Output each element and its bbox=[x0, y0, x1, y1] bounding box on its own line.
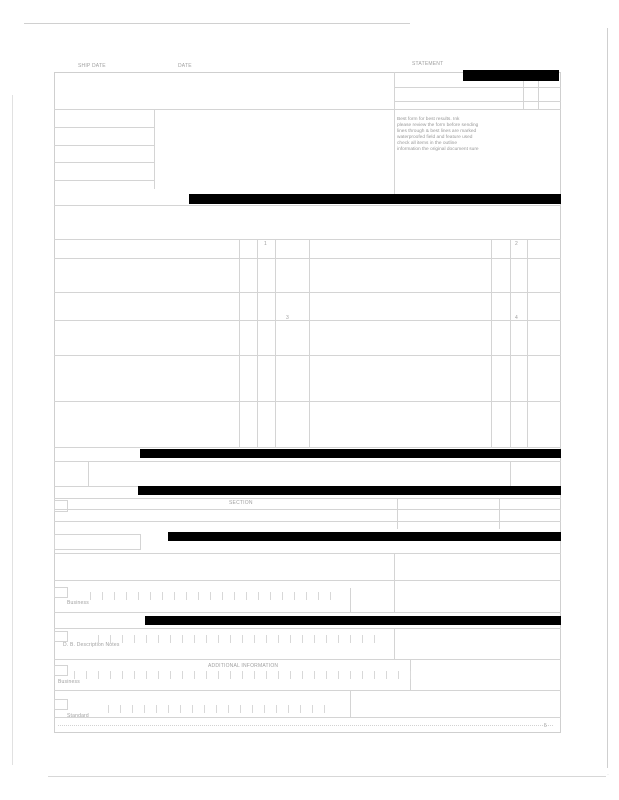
lower-row-3 bbox=[54, 498, 561, 499]
left-panel-row-4 bbox=[54, 180, 154, 181]
lower-col-4 bbox=[499, 498, 500, 529]
redaction-upper-band bbox=[189, 194, 561, 204]
table-small-mark-2: 2 bbox=[515, 241, 518, 247]
note-line-3: lines through & best lines are marked bbox=[397, 129, 477, 134]
row-code-standard: Standard bbox=[67, 713, 89, 719]
lower-row-4 bbox=[54, 509, 561, 510]
left-panel-split bbox=[154, 109, 155, 189]
lower-row-1 bbox=[54, 461, 561, 462]
table-col-5 bbox=[491, 239, 492, 447]
page-left-edge bbox=[12, 95, 13, 765]
redaction-band-3 bbox=[168, 532, 561, 541]
redaction-band-1 bbox=[140, 449, 561, 458]
bottom-dotted-line bbox=[58, 725, 553, 727]
table-col-6 bbox=[510, 239, 511, 447]
form-sheet bbox=[54, 72, 561, 733]
character-box-row-3 bbox=[74, 671, 411, 679]
corner-mark: · bbox=[607, 772, 609, 778]
left-panel-row-3 bbox=[54, 162, 154, 163]
lower-col-6 bbox=[350, 588, 351, 612]
lower-row-9 bbox=[54, 628, 561, 629]
note-line-2: please review the form before sending bbox=[397, 123, 479, 128]
note-line-1: Best form for best results. Ink bbox=[397, 117, 460, 122]
lower-left-box-5 bbox=[54, 665, 68, 676]
lower-col-5 bbox=[394, 553, 395, 612]
top-right-row bbox=[394, 87, 561, 88]
left-panel-row-2 bbox=[54, 145, 154, 146]
mid-top-border bbox=[54, 205, 561, 206]
instruction-note bbox=[397, 117, 555, 153]
row-code-description: D. B. Description Notes bbox=[63, 642, 120, 648]
lower-row-8 bbox=[54, 612, 561, 613]
character-box-row-2 bbox=[98, 635, 375, 643]
table-top-border bbox=[54, 239, 561, 240]
page-bottom-edge bbox=[48, 776, 606, 777]
lower-row-7 bbox=[54, 580, 561, 581]
lower-section-label: SECTION bbox=[229, 500, 253, 506]
page-right-edge bbox=[607, 28, 608, 768]
table-col-1 bbox=[239, 239, 240, 447]
character-box-row-1 bbox=[90, 592, 331, 600]
left-panel-row-1 bbox=[54, 127, 154, 128]
lower-left-box-6 bbox=[54, 699, 68, 710]
row-code-business-2: Business bbox=[58, 679, 80, 685]
page-top-edge bbox=[24, 23, 410, 24]
lower-row-11 bbox=[54, 690, 561, 691]
note-line-5: check all items in the outline bbox=[397, 141, 457, 146]
redaction-band-2 bbox=[138, 486, 561, 495]
redaction-band-4 bbox=[145, 616, 561, 625]
header-statement-label: STATEMENT bbox=[412, 61, 444, 67]
lower-col-7 bbox=[394, 628, 395, 659]
lower-row-6 bbox=[54, 553, 561, 554]
table-row-3 bbox=[54, 320, 561, 321]
lower-row-5 bbox=[54, 521, 561, 522]
top-right-split bbox=[394, 72, 395, 194]
top-right-row-2 bbox=[394, 101, 561, 102]
lower-col-9 bbox=[350, 690, 351, 717]
top-right-col bbox=[523, 81, 524, 109]
table-small-mark-3: 3 bbox=[286, 315, 289, 321]
table-small-mark-1: 1 bbox=[264, 241, 267, 247]
table-row-1 bbox=[54, 258, 561, 259]
character-box-row-4 bbox=[108, 705, 325, 713]
lower-row-10 bbox=[54, 659, 561, 660]
table-row-5 bbox=[54, 401, 561, 402]
lower-left-box-4 bbox=[54, 631, 68, 642]
table-col-3 bbox=[275, 239, 276, 447]
table-col-4 bbox=[309, 239, 310, 447]
table-small-mark-4: 4 bbox=[515, 315, 518, 321]
lower-section-title-2: ADDITIONAL INFORMATION bbox=[208, 663, 279, 669]
lower-col-2 bbox=[510, 461, 511, 486]
top-right-col-2 bbox=[538, 81, 539, 109]
table-row-2 bbox=[54, 292, 561, 293]
table-row-6 bbox=[54, 447, 561, 448]
header-ship-date-label: SHIP DATE bbox=[78, 63, 106, 69]
lower-row-12 bbox=[54, 717, 561, 718]
table-row-4 bbox=[54, 355, 561, 356]
lower-col-1 bbox=[88, 461, 89, 486]
bottom-mark: 5 bbox=[544, 723, 547, 729]
row-code-business-1: Business bbox=[67, 600, 89, 606]
redaction-top-right bbox=[463, 70, 559, 81]
table-col-7 bbox=[527, 239, 528, 447]
lower-left-box-3 bbox=[54, 587, 68, 598]
header-date-label: DATE bbox=[178, 63, 192, 69]
lower-left-box-1 bbox=[54, 534, 141, 550]
note-line-6: information the original document sure bbox=[397, 147, 479, 152]
note-line-4: waterproofed field and feature used bbox=[397, 135, 473, 140]
table-col-2 bbox=[257, 239, 258, 447]
lower-col-3 bbox=[397, 498, 398, 529]
top-divider bbox=[54, 109, 561, 110]
lower-left-box-2 bbox=[54, 500, 68, 512]
